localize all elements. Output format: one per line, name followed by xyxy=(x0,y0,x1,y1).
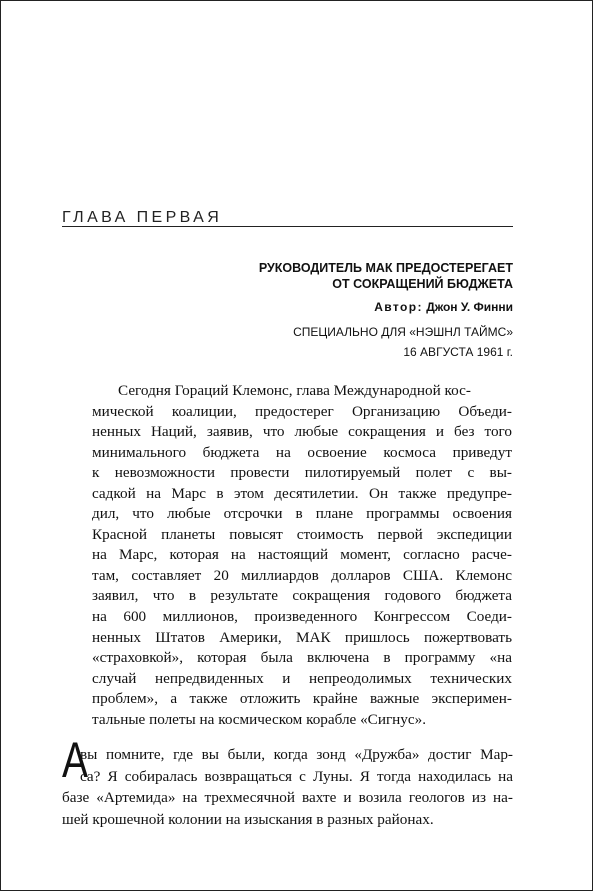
story-line: са? Я собиралась возвращаться с Луны. Я тогда находилась на xyxy=(80,767,513,785)
article-line: там, составляет 20 миллиардов долларов США. Клемонс xyxy=(92,566,512,584)
article-line: дил, что любые отсрочки в плане программы освоения xyxy=(92,505,512,523)
article-line: Сегодня Гораций Клемонс, глава Международной кос- xyxy=(118,382,471,399)
article-line: на 600 миллионов, произведенного Конгрессом Соеди- xyxy=(92,608,512,626)
chapter-rule xyxy=(62,226,513,227)
article-line: проблем», а также отложить крайне важные эксперимен- xyxy=(92,690,512,708)
article-line: на Марс, которая на настоящий момент, согласно расче- xyxy=(92,546,512,564)
story-line: вы помните, где вы были, когда зонд «Дружба» достиг Мар- xyxy=(80,746,513,763)
story-body xyxy=(62,744,513,830)
article-line: тальные полеты на космическом корабле «Сигнус». xyxy=(92,710,427,728)
story-line: шей крошечной колонии на изыскания в разных районах. xyxy=(62,810,434,828)
story-line: базе «Артемида» на трехмесячной вахте и возила геологов из на- xyxy=(62,789,513,806)
article-body xyxy=(92,381,512,730)
article-line: «страховкой», которая была включена в программу «на xyxy=(92,649,512,667)
byline-label: Автор: xyxy=(374,300,423,314)
story-dropcap: А xyxy=(62,732,89,788)
headline-line-1: РУКОВОДИТЕЛЬ МАК ПРЕДОСТЕРЕГАЕТ xyxy=(258,261,513,275)
article-line: ненных Штатов Америки, МАК пришлось пожертвовать xyxy=(92,628,512,646)
article-dateline xyxy=(113,322,513,362)
headline-line-2: ОТ СОКРАЩЕНИЙ БЮДЖЕТА xyxy=(332,277,513,291)
dateline-date: 16 АВГУСТА 1961 г. xyxy=(403,345,513,359)
article-line: ненных Наций, заявив, что любые сокращения и без того xyxy=(92,423,512,441)
chapter-title: ГЛАВА ПЕРВАЯ xyxy=(62,209,223,226)
dateline-special: СПЕЦИАЛЬНО ДЛЯ «НЭШНЛ ТАЙМС» xyxy=(293,325,513,339)
article-line: заявил, что в результате сокращения годового бюджета xyxy=(92,587,512,605)
article-byline xyxy=(374,300,513,314)
article-headline xyxy=(113,260,513,292)
article-line: Красной планеты повысят стоимость первой экспедиции xyxy=(92,525,512,543)
byline-author: Джон У. Финни xyxy=(426,300,513,314)
article-line: минимального бюджета на освоение космоса приведут xyxy=(92,443,512,461)
article-line: мической коалиции, предостерег Организацию Объеди- xyxy=(92,402,512,420)
article-line: к невозможности провести пилотируемый полет с вы- xyxy=(92,464,512,482)
article-line: садкой на Марс в этом десятилетии. Он также предупре- xyxy=(92,484,512,502)
article-line: случай непредвиденных и непреодолимых технических xyxy=(92,669,512,687)
